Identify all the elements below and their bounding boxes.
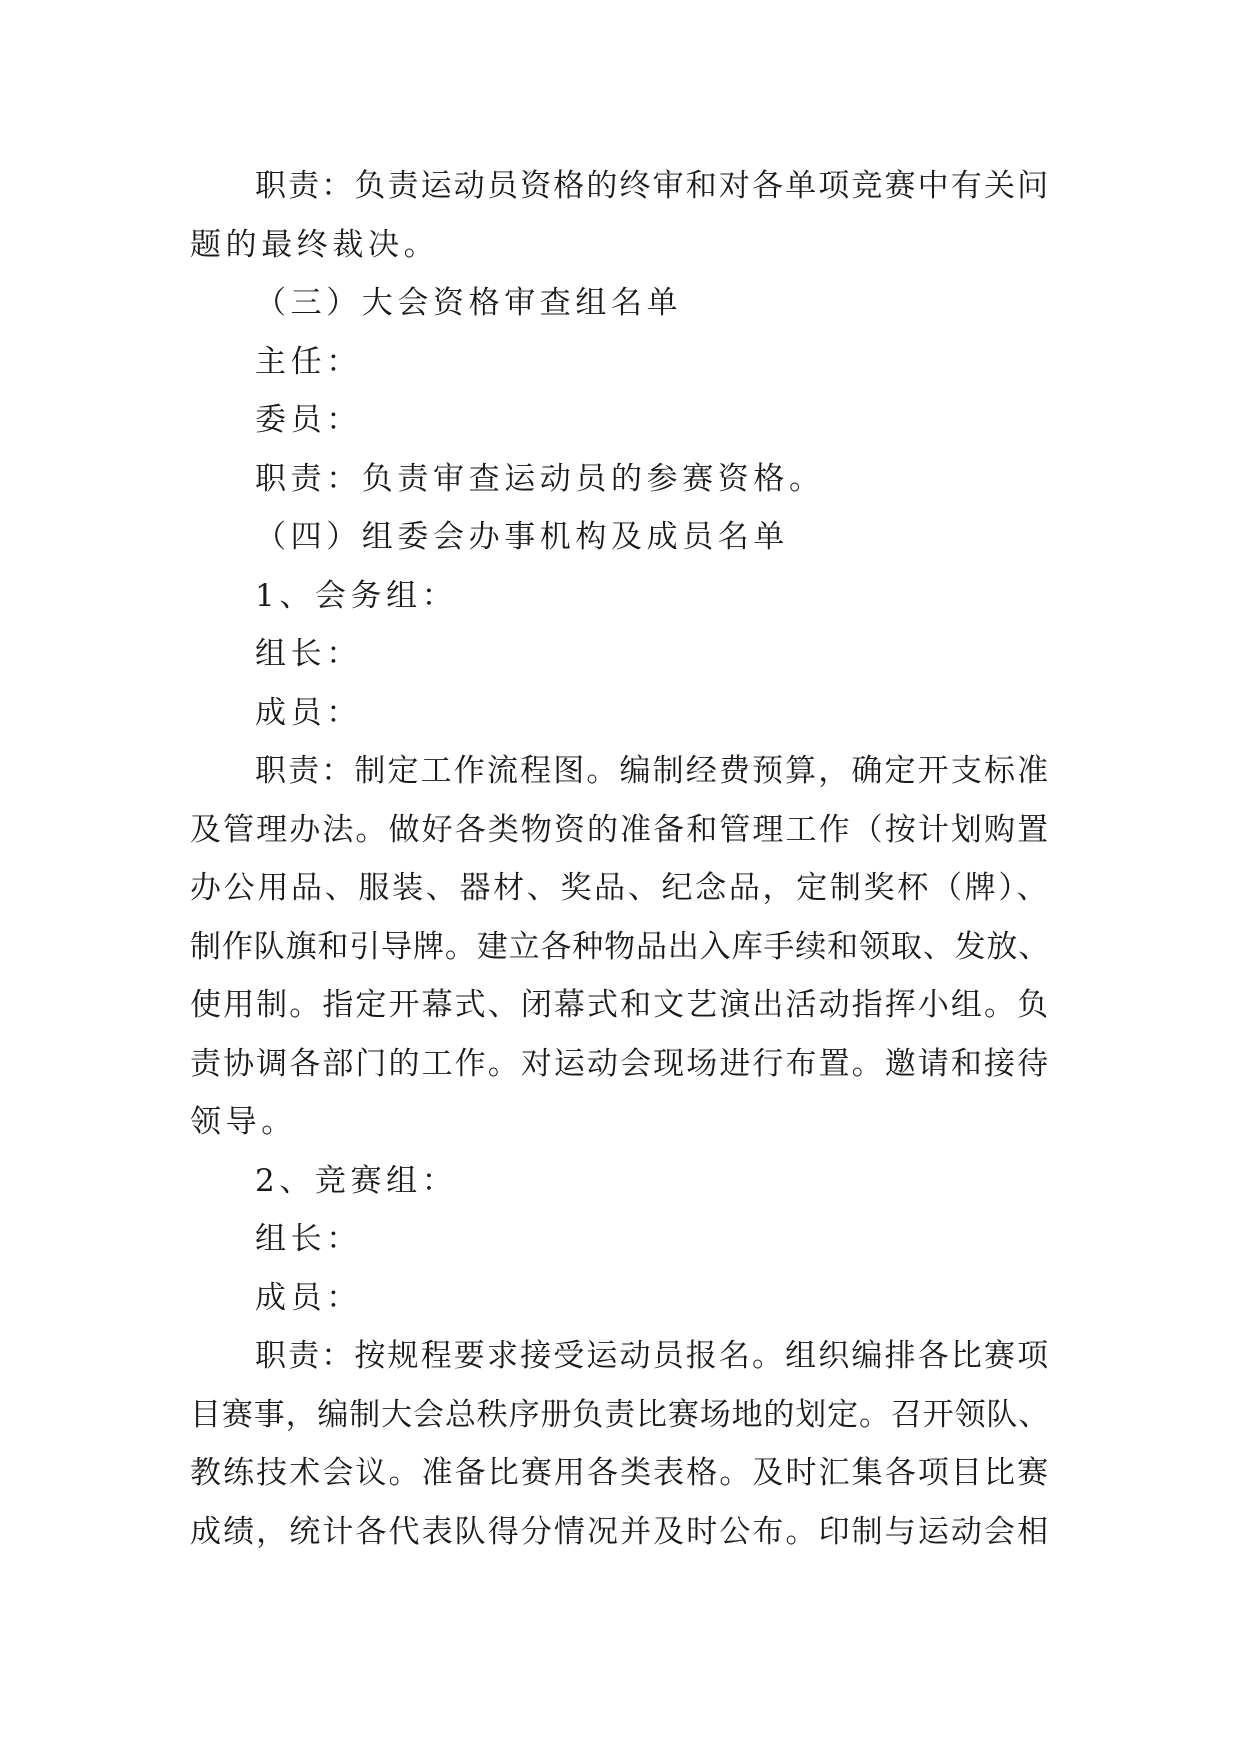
subsection-heading: 2、竞赛组： <box>255 1162 458 1199</box>
text-line: 组长： <box>255 1221 362 1257</box>
text-line: 职责：负责审查运动员的参赛资格。 <box>255 460 825 497</box>
text-line: 使用制。指定开幕式、闭幕式和文艺演出活动指挥小组。负 <box>190 987 1050 1023</box>
text-line: 职责：制定工作流程图。编制经费预算，确定开支标准 <box>255 753 1050 789</box>
document-body <box>190 157 1050 1561</box>
text-line: 主任： <box>255 343 362 380</box>
text-line: 成员： <box>255 694 362 731</box>
text-line: 题的最终裁决。 <box>190 226 440 263</box>
text-line: 组长： <box>255 636 362 672</box>
text-line: 责协调各部门的工作。对运动会现场进行布置。邀请和接待 <box>190 1045 1050 1082</box>
section-heading: （四）组委会办事机构及成员名单 <box>255 519 789 555</box>
text-line: 成员： <box>255 1279 362 1316</box>
text-line: 制作队旗和引导牌。建立各种物品出入库手续和领取、发放、 <box>190 928 1050 965</box>
text-line: 领导。 <box>190 1104 297 1140</box>
text-line: 职责：负责运动员资格的终审和对各单项竞赛中有关问 <box>255 168 1050 204</box>
subsection-heading: 1、会务组： <box>255 577 458 614</box>
text-line: 成绩，统计各代表队得分情况并及时公布。印制与运动会相 <box>190 1513 1050 1550</box>
text-line: 委员： <box>255 402 362 438</box>
section-heading: （三）大会资格审查组名单 <box>255 285 683 321</box>
text-line: 及管理办法。做好各类物资的准备和管理工作（按计划购置 <box>190 811 1050 848</box>
text-line: 教练技术会议。准备比赛用各类表格。及时汇集各项目比赛 <box>190 1455 1050 1491</box>
text-line: 目赛事，编制大会总秩序册负责比赛场地的划定。召开领队、 <box>190 1396 1050 1433</box>
text-line: 职责：按规程要求接受运动员报名。组织编排各比赛项 <box>255 1338 1050 1374</box>
text-line: 办公用品、服装、器材、奖品、纪念品，定制奖杯（牌）、 <box>190 870 1050 906</box>
